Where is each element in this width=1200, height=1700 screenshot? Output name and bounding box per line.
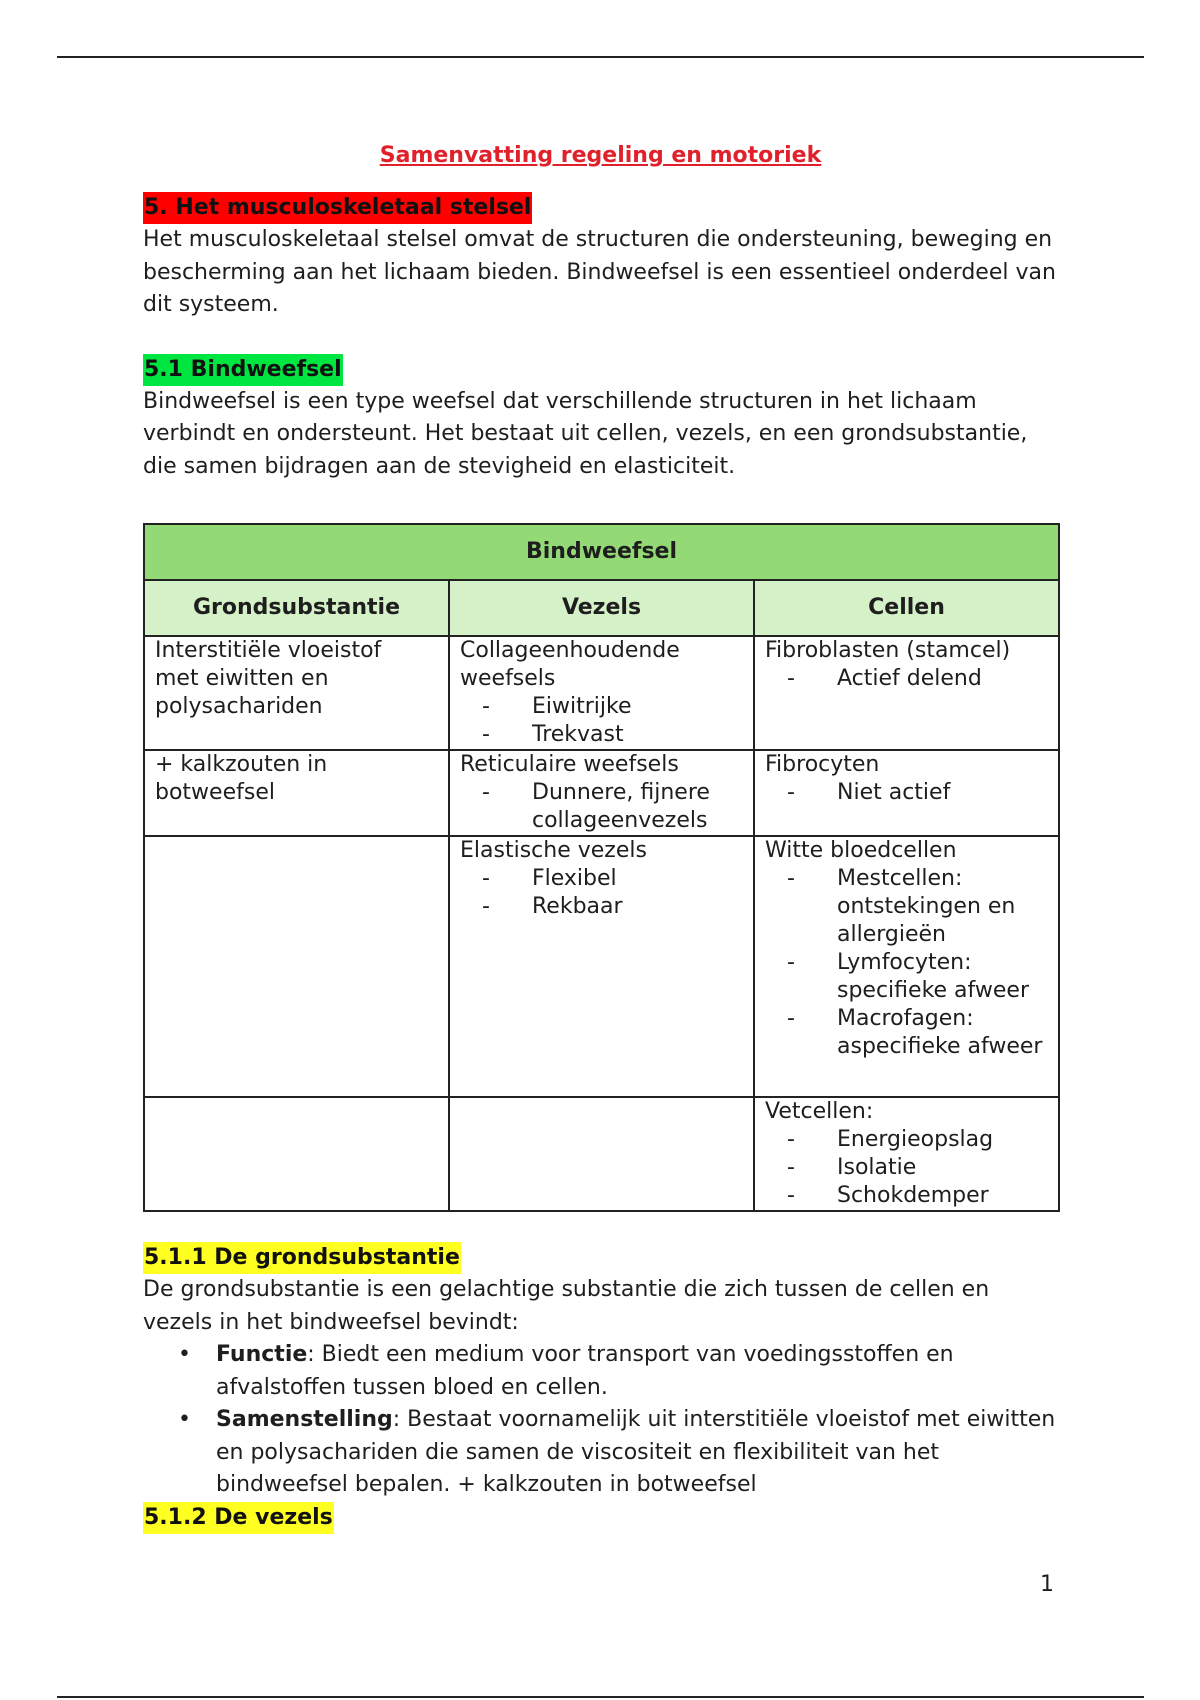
cell-text: polysachariden [155,694,323,719]
cell-vezels [449,1097,754,1211]
cell-text: + kalkzouten in [155,752,328,777]
cell-text: Fibrocyten [765,752,880,777]
list-item [765,1005,1048,1061]
page-number: 1 [1040,1572,1054,1597]
cell-text: Witte bloedcellen [765,838,957,863]
dash-bullet: - [482,694,490,719]
list-item [460,721,743,749]
dash-bullet: - [787,1127,795,1152]
list-item [765,1126,1048,1154]
section-5 [143,192,1058,322]
dash-bullet: - [787,950,795,975]
list-item-text: Macrofagen: aspecifieke afweer [837,1006,1043,1059]
list-item-text: Niet actief [837,780,951,805]
table-row [144,750,1059,836]
list-item [765,665,1048,693]
col-header-cellen: Cellen [754,580,1059,636]
cell-text: botweefsel [155,780,275,805]
col-header-vezels: Vezels [449,580,754,636]
dash-bullet: - [482,866,490,891]
list-item-text: Schokdemper [837,1183,989,1208]
cell-grondsubstantie [144,750,449,836]
table-row [144,636,1059,750]
list-item-text: Actief delend [837,666,982,691]
list-item-text: Trekvast [532,722,624,747]
cell-text: Vetcellen: [765,1099,874,1124]
dash-bullet: - [787,780,795,805]
list-item-text: Isolatie [837,1155,917,1180]
cell-vezels [449,836,754,1097]
footer-rule [57,1696,1144,1698]
dash-bullet: - [787,866,795,891]
list-item-text: Dunnere, fijnere collageenvezels [532,780,710,833]
dash-bullet: - [787,1183,795,1208]
list-item [765,949,1048,1005]
cell-cellen [754,836,1059,1097]
table-row [144,1097,1059,1211]
dash-bullet: - [787,666,795,691]
col-header-grondsubstantie: Grondsubstantie [144,580,449,636]
list-item [460,865,743,893]
table-row [144,836,1059,1097]
section-5-1-1 [143,1242,1058,1534]
cell-vezels [449,636,754,750]
bullet-text: : Bestaat voornamelijk uit interstitiële vloeistof met eiwitten en polysachariden die samen de viscositeit en flexibiliteit van het bindweefsel bepalen. + kalkzouten in botweefsel [216,1407,1056,1497]
cell-cellen [754,1097,1059,1211]
list-item [765,865,1048,949]
cell-text: Interstitiële vloeistof [155,638,382,663]
bullet-term: Functie [216,1342,308,1367]
section-5-text: Het musculoskeletaal stelsel omvat de structuren die ondersteuning, beweging en bescherming aan het lichaam bieden. Bindweefsel is een essentieel onderdeel van dit systeem. [143,227,1056,317]
bullet-text: : Biedt een medium voor transport van voedingsstoffen en afvalstoffen tussen bloed en cellen. [216,1342,954,1400]
list-item-text: Lymfocyten: specifieke afweer [837,950,1029,1003]
list-item-text: Mestcellen: ontstekingen en allergieën [837,866,1016,947]
document-page [143,140,1058,1534]
section-5-1-heading: 5.1 Bindweefsel [143,354,343,386]
cell-text: met eiwitten en [155,666,329,691]
dash-bullet: - [787,1155,795,1180]
cell-text: weefsels [460,666,556,691]
dash-bullet: - [482,722,490,747]
list-item [460,693,743,721]
header-rule [57,56,1144,58]
dash-bullet: - [787,1006,795,1031]
dash-bullet: - [482,780,490,805]
list-item [460,893,743,921]
bindweefsel-table [143,523,1060,1212]
cell-vezels [449,750,754,836]
cell-text: Fibroblasten (stamcel) [765,638,1011,663]
list-item [216,1339,1058,1404]
list-item-text: Eiwitrijke [532,694,632,719]
section-5-1 [143,354,1058,484]
section-5-1-1-heading: 5.1.1 De grondsubstantie [143,1242,461,1274]
list-item-text: Flexibel [532,866,617,891]
cell-cellen [754,636,1059,750]
cell-cellen [754,750,1059,836]
section-5-1-1-intro: De grondsubstantie is een gelachtige substantie die zich tussen de cellen en vezels in het bindweefsel bevindt: [143,1277,990,1335]
cell-text: Collageenhoudende [460,638,680,663]
section-5-1-2-heading: 5.1.2 De vezels [143,1502,334,1534]
cell-grondsubstantie [144,836,449,1097]
section-5-1-text: Bindweefsel is een type weefsel dat verschillende structuren in het lichaam verbindt en ondersteunt. Het bestaat uit cellen, vezels, en een grondsubstantie, die samen bijdragen aan de stevigheid en elasticiteit. [143,388,1028,479]
cell-grondsubstantie [144,636,449,750]
list-item [216,1404,1058,1502]
dash-bullet: - [482,894,490,919]
list-item [765,1182,1048,1210]
cell-text: Elastische vezels [460,838,647,863]
cell-text: Reticulaire weefsels [460,752,679,777]
document-title: Samenvatting regeling en motoriek [379,143,822,168]
list-item [460,779,743,835]
table-body [144,636,1059,1211]
section-5-heading: 5. Het musculoskeletaal stelsel [143,192,532,224]
bullet-term: Samenstelling [216,1407,393,1432]
list-item [765,1154,1048,1182]
section-5-1-1-bullets [143,1339,1058,1502]
list-item-text: Rekbaar [532,894,623,919]
cell-grondsubstantie [144,1097,449,1211]
table-title: Bindweefsel [144,524,1059,580]
list-item [765,779,1048,807]
list-item-text: Energieopslag [837,1127,994,1152]
